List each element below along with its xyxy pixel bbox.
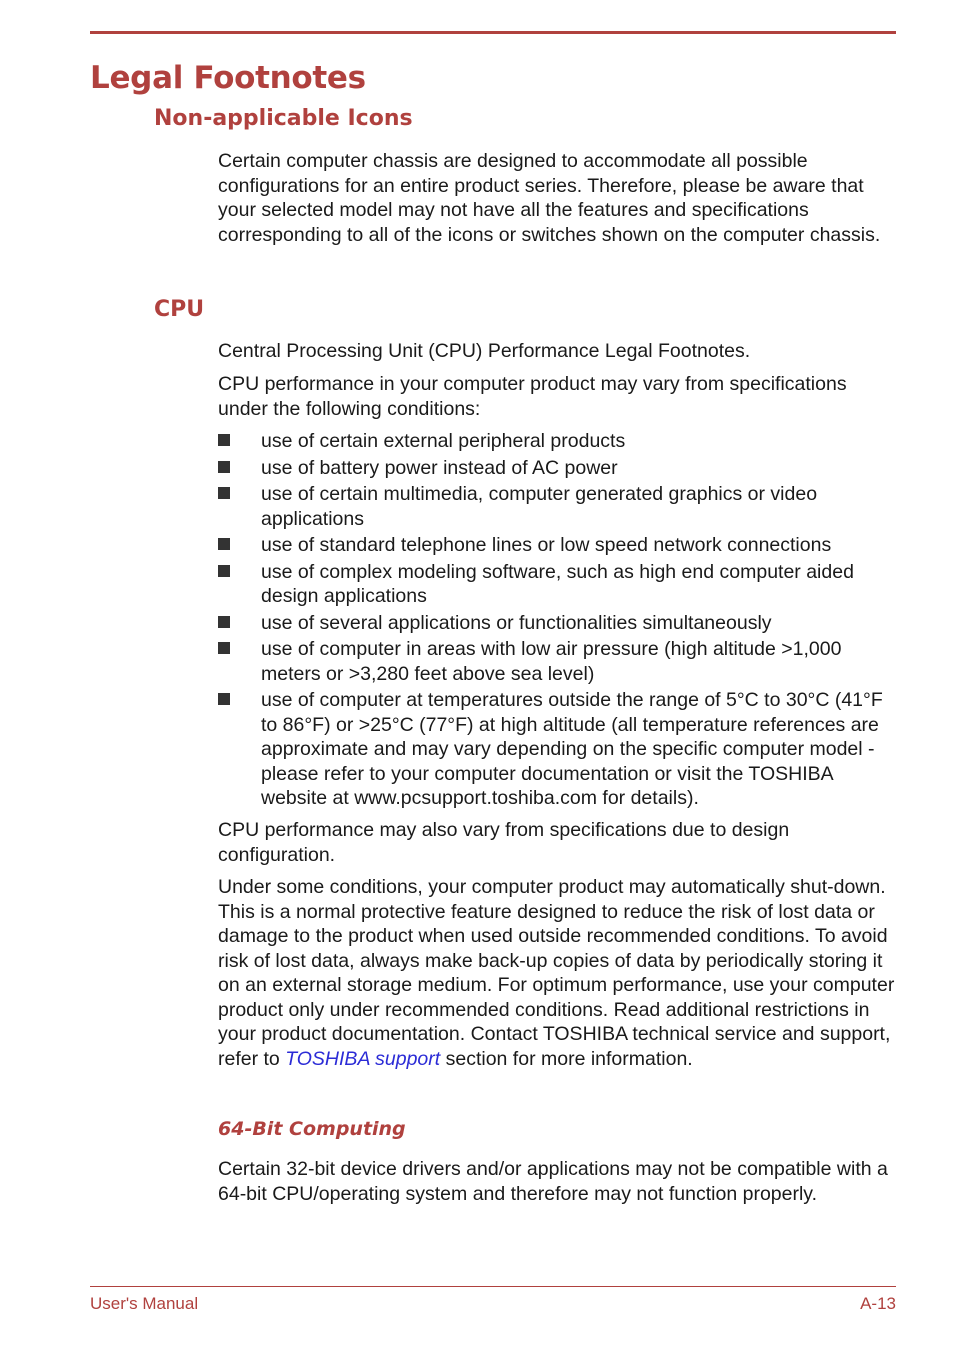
- 64-bit-paragraph: Certain 32-bit device drivers and/or applications may not be compatible with a 64-bit CPU/operating system and therefore may not function properly.: [218, 1158, 888, 1205]
- square-bullet-icon: [218, 487, 230, 499]
- cpu-intro-paragraph: Central Processing Unit (CPU) Performance Legal Footnotes.: [218, 340, 751, 362]
- page-title: Legal Footnotes: [90, 60, 366, 96]
- list-item: use of battery power instead of AC power: [218, 456, 898, 481]
- square-bullet-icon: [218, 538, 230, 550]
- square-bullet-icon: [218, 616, 230, 628]
- list-item: use of certain external peripheral products: [218, 429, 898, 454]
- header-rule: [90, 31, 896, 34]
- square-bullet-icon: [218, 461, 230, 473]
- cpu-conditions-list: [218, 429, 898, 813]
- list-item: use of computer at temperatures outside the range of 5°C to 30°C (41°F to 86°F) or >25°C (77°F) at high altitude (all temperature references are approximate and may vary depending on the specific computer model - please refer to your computer documentation or visit the TOSHIBA website at www.pcsupport.toshiba.com for details).: [218, 688, 898, 811]
- cpu-design-paragraph: CPU performance may also vary from specifications due to design configuration.: [218, 819, 790, 866]
- cpu-conditions-lead: CPU performance in your computer product may vary from specifications under the following conditions:: [218, 373, 847, 420]
- non-applicable-paragraph: Certain computer chassis are designed to accommodate all possible configurations for an entire product series. Therefore, please be aware that your selected model may not have all the features and specifications corresponding to all of the icons or switches shown on the computer chassis.: [218, 150, 881, 246]
- square-bullet-icon: [218, 642, 230, 654]
- section-heading-cpu: CPU: [154, 297, 205, 322]
- list-item: use of complex modeling software, such as high end computer aided design applications: [218, 560, 898, 609]
- footer-page-number: A-13: [860, 1294, 896, 1313]
- cpu-shutdown-paragraph: Under some conditions, your computer product may automatically shut-down. This is a normal protective feature designed to reduce the risk of lost data or damage to the product when used outside recommended conditions. To avoid risk of lost data, always make back-up copies of data by periodically storing it on an external storage medium. For optimum performance, use your computer product only under recommended conditions. Read additional restrictions in your product documentation. Contact TOSHIBA technical service and support, refer to TOSHIBA support section for more information.: [218, 876, 895, 1070]
- list-item: use of several applications or functionalities simultaneously: [218, 611, 898, 636]
- footer-manual-name: User's Manual: [90, 1294, 199, 1313]
- list-item: use of standard telephone lines or low speed network connections: [218, 533, 898, 558]
- square-bullet-icon: [218, 434, 230, 446]
- square-bullet-icon: [218, 693, 230, 705]
- list-item: use of certain multimedia, computer generated graphics or video applications: [218, 482, 898, 531]
- footer-rule: [90, 1286, 896, 1287]
- list-item: use of computer in areas with low air pressure (high altitude >1,000 meters or >3,280 feet above sea level): [218, 637, 898, 686]
- toshiba-support-link[interactable]: TOSHIBA support: [285, 1047, 441, 1070]
- square-bullet-icon: [218, 565, 230, 577]
- section-heading-non-applicable-icons: Non-applicable Icons: [154, 106, 413, 131]
- subsection-heading-64-bit: 64-Bit Computing: [218, 1118, 406, 1140]
